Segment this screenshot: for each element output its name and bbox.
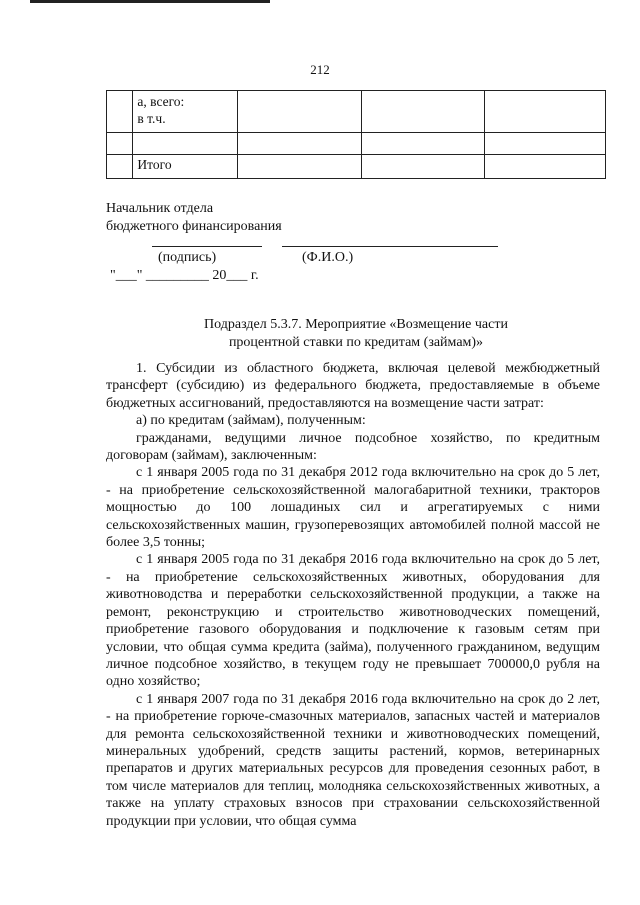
table-row <box>107 133 606 155</box>
table-cell <box>107 91 133 133</box>
table-row <box>107 91 606 133</box>
signer-position <box>106 200 282 236</box>
fio-line <box>282 246 498 247</box>
signer-position-line1: Начальник отдела <box>106 201 214 216</box>
table-cell: Итого <box>133 155 238 179</box>
section-heading-line1: Подраздел 5.3.7. Мероприятие «Возмещение части <box>204 317 508 332</box>
row-label-incl-line: в т.ч. <box>137 111 166 126</box>
signature-line <box>152 246 262 247</box>
table-cell <box>238 91 361 133</box>
table-cell <box>107 133 133 155</box>
body-text <box>106 360 600 830</box>
table-cell <box>484 155 605 179</box>
signer-position-line2: бюджетного финансирования <box>106 219 282 234</box>
paragraph: с 1 января 2005 года по 31 декабря 2012 года включительно на срок до 5 лет, - на приобретение сельскохозяйственной малогабаритной техники, тракторов мощностью до 100 лошадиных сил и агрегатируемых с ними сельскохозяйственных машин, грузоперевозящих автомобилей полной массой не более 3,5 тонны; <box>106 465 600 551</box>
row-label-total-line: а, всего: <box>137 94 185 109</box>
table-cell <box>484 133 605 155</box>
date-line: "___" _________ 20___ г. <box>110 268 259 283</box>
paragraph: с 1 января 2005 года по 31 декабря 2016 года включительно на срок до 5 лет, - на приобретение сельскохозяйственных животных, оборудования для животноводства и переработки сельскохозяйственной продукции, а также на ремонт, реконструкцию и строительство животноводческих помещений, приобретение газового оборудования и подключение к газовым сетям при условии, что общая сумма кредита (займа), полученного гражданином, ведущим личное подсобное хозяйство, в текущем году не превышает 700000,0 рубля на одно хозяйство; <box>106 552 600 690</box>
table-cell <box>238 133 361 155</box>
signature-label: (подпись) <box>158 250 217 265</box>
table-cell <box>133 133 238 155</box>
paragraph: а) по кредитам (займам), полученным: <box>136 413 366 429</box>
paragraph: гражданами, ведущими личное подсобное хозяйство, по кредитным договорам (займам), заключенным: <box>106 430 600 464</box>
paragraph: 1. Субсидии из областного бюджета, включая целевой межбюджетный трансферт (субсидию) из федерального бюджета, предоставляемые в объеме бюджетных ассигнований, предоставляются на возмещение части затрат: <box>106 361 600 411</box>
top-rule <box>30 0 270 3</box>
table-cell <box>361 133 484 155</box>
paragraph: с 1 января 2007 года по 31 декабря 2016 года включительно на срок до 2 лет, - на приобретение горюче-смазочных материалов, запасных частей и материалов для ремонта сельскохозяйственной техники и животноводческих помещений, минеральных удобрений, средств защиты растений, кормов, ветеринарных препаратов и других материальных ресурсов для проведения сезонных работ, в том числе материалов для теплиц, молодняка сельскохозяйственных животных, а также на уплату страховых взносов при страховании сельскохозяйственной продукции при условии, что общая сумма <box>106 691 600 829</box>
table-cell <box>484 91 605 133</box>
section-heading-line2: процентной ставки по кредитам (займам)» <box>228 335 484 350</box>
table-cell <box>107 155 133 179</box>
table-cell <box>361 155 484 179</box>
table-cell <box>238 155 361 179</box>
table-row <box>107 155 606 179</box>
table-cell <box>361 91 484 133</box>
financing-table <box>106 90 606 179</box>
page-number: 212 <box>310 62 330 77</box>
section-heading <box>106 316 606 352</box>
fio-label: (Ф.И.О.) <box>302 250 354 265</box>
table-cell <box>133 91 238 133</box>
